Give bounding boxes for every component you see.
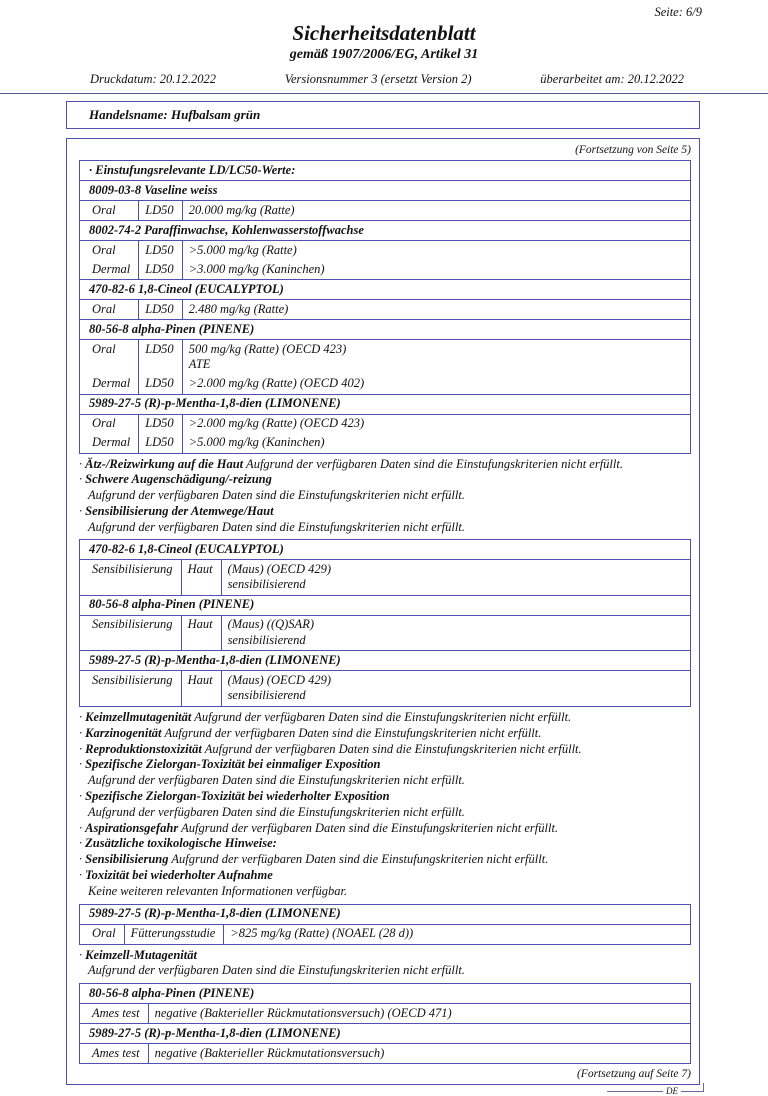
cell-line: LD50	[145, 202, 174, 217]
tox-data-row	[80, 1004, 691, 1024]
paragraph-block	[79, 457, 691, 536]
cell-line: >825 mg/kg (Ratte) (NOAEL (28 d))	[230, 926, 414, 941]
language-code: DE	[666, 1086, 678, 1096]
cell-line: Sensibilisierung	[92, 672, 173, 687]
table-cell	[80, 1044, 149, 1064]
table-cell	[181, 671, 221, 707]
table-cell	[80, 924, 125, 944]
cell-line: 20.000 mg/kg (Ratte)	[188, 202, 295, 217]
toxicology-table	[79, 160, 691, 454]
paragraph-label: Ätz-/Reizwirkung auf die Haut	[85, 456, 244, 471]
substance-header-row	[80, 984, 691, 1004]
substance-header: 470-82-6 1,8-Cineol (EUCALYPTOL)	[80, 540, 691, 560]
tox-data-row	[80, 671, 691, 707]
table-cell	[182, 201, 690, 221]
bullet: ·	[79, 472, 83, 487]
bullet: ·	[79, 503, 83, 518]
substance-header: 80-56-8 alpha-Pinen (PINENE)	[80, 595, 691, 615]
cell-line: Oral	[92, 242, 116, 257]
substance-header: 8002-74-2 Paraffinwachse, Kohlenwasserstoffwachse	[80, 221, 691, 241]
tox-data-row	[80, 615, 691, 651]
paragraph-label: Spezifische Zielorgan-Toxizität bei einmaliger Exposition	[85, 757, 381, 772]
cell-line: >5.000 mg/kg (Ratte)	[188, 242, 297, 257]
substance-header: 5989-27-5 (R)-p-Mentha-1,8-dien (LIMONENE)	[80, 1024, 691, 1044]
tox-data-row	[80, 924, 691, 944]
cell-line: LD50	[145, 376, 174, 390]
paragraph-text: Aufgrund der verfügbaren Daten sind die Einstufungskriterien nicht erfüllt.	[88, 773, 465, 788]
paragraph	[79, 757, 691, 773]
paragraph-label: Aspirationsgefahr	[85, 820, 179, 835]
bullet: ·	[79, 757, 83, 772]
paragraph-text: Keine weiteren relevanten Informationen verfügbar.	[88, 883, 348, 898]
revision-date: überarbeitet am: 20.12.2022	[540, 72, 684, 86]
table-cell	[139, 434, 182, 454]
cell-line: LD50	[145, 416, 174, 430]
substance-header: 5989-27-5 (R)-p-Mentha-1,8-dien (LIMONENE)	[80, 394, 691, 414]
paragraph-label: Schwere Augenschädigung/-reizung	[85, 472, 272, 487]
cell-line: (Maus) (OECD 429)	[227, 672, 332, 687]
tox-data-row	[80, 340, 691, 375]
paragraph-text: Aufgrund der verfügbaren Daten sind die Einstufungskriterien nicht erfüllt.	[191, 709, 572, 724]
tox-data-row	[80, 1044, 691, 1064]
table-cell	[80, 414, 139, 434]
table-cell	[148, 1004, 690, 1024]
document-title: Sicherheitsdatenblatt	[292, 21, 476, 45]
cell-line: Dermal	[92, 435, 131, 449]
table-cell	[80, 560, 182, 596]
substance-header-row	[80, 595, 691, 615]
paragraph	[79, 726, 691, 742]
substance-header: 80-56-8 alpha-Pinen (PINENE)	[80, 984, 691, 1004]
cell-line: negative (Bakterieller Rückmutationsversuch) (OECD 471)	[154, 1005, 452, 1020]
table-cell	[148, 1044, 690, 1064]
footer-rule-corner	[681, 1083, 704, 1092]
cell-line: Sensibilisierung	[92, 561, 173, 576]
cell-line: >3.000 mg/kg (Kaninchen)	[188, 261, 325, 276]
table-cell	[182, 241, 690, 261]
substance-header-row	[80, 1024, 691, 1044]
table-cell	[221, 560, 690, 596]
tox-data-row	[80, 375, 691, 395]
version-number: Versionsnummer 3 (ersetzt Version 2)	[284, 72, 472, 86]
table-cell	[80, 260, 139, 280]
paragraph-label: Toxizität bei wiederholter Aufnahme	[85, 867, 273, 882]
cell-line: ATE	[188, 357, 211, 371]
paragraph-text: Aufgrund der verfügbaren Daten sind die Einstufungskriterien nicht erfüllt.	[178, 820, 559, 835]
cell-line: negative (Bakterieller Rückmutationsversuch)	[154, 1045, 385, 1060]
paragraph-label: Keimzell-Mutagenität	[85, 947, 197, 962]
table-cell	[182, 340, 690, 375]
cell-line: Oral	[92, 301, 116, 316]
table-cell	[139, 375, 182, 395]
table-cell	[139, 300, 182, 320]
cell-line: Oral	[92, 926, 116, 941]
cell-line: Sensibilisierung	[92, 617, 173, 632]
bullet: ·	[79, 867, 83, 882]
tox-data-row	[80, 560, 691, 596]
paragraph-label: Keimzellmutagenität	[85, 709, 192, 724]
cell-line: LD50	[145, 242, 174, 257]
paragraph-text: Aufgrund der verfügbaren Daten sind die Einstufungskriterien nicht erfüllt.	[88, 963, 465, 978]
continuation-to-note: (Fortsetzung auf Seite 7)	[576, 1068, 691, 1081]
substance-header: · Einstufungsrelevante LD/LC50-Werte:	[80, 161, 691, 181]
trade-name-box	[66, 101, 700, 129]
toxicology-table	[79, 539, 691, 707]
cell-line: >2.000 mg/kg (Ratte) (OECD 423)	[188, 416, 365, 430]
tox-data-row	[80, 201, 691, 221]
paragraph	[79, 821, 691, 837]
table-cell	[124, 924, 224, 944]
cell-line: sensibilisierend	[227, 577, 306, 592]
meta-row	[90, 72, 684, 87]
substance-header-row	[80, 181, 691, 201]
cell-line: (Maus) (OECD 429)	[227, 561, 332, 576]
paragraph-text: Aufgrund der verfügbaren Daten sind die Einstufungskriterien nicht erfüllt.	[243, 456, 623, 471]
paragraph-label: Reproduktionstoxizität	[85, 741, 202, 756]
paragraph	[79, 789, 691, 805]
paragraph-label: Karzinogenität	[85, 725, 162, 740]
substance-header-row	[80, 161, 691, 181]
content-box	[66, 138, 700, 1085]
paragraph	[79, 457, 691, 473]
cell-line: LD50	[145, 261, 174, 276]
table-cell	[182, 375, 690, 395]
bullet: ·	[79, 709, 83, 724]
paragraph-text: Aufgrund der verfügbaren Daten sind die Einstufungskriterien nicht erfüllt.	[88, 804, 465, 819]
cell-line: Ames test	[92, 1045, 140, 1060]
cell-line: LD50	[145, 301, 174, 316]
bullet: ·	[79, 741, 83, 756]
substance-header: 5989-27-5 (R)-p-Mentha-1,8-dien (LIMONENE)	[80, 651, 691, 671]
table-cell	[182, 300, 690, 320]
table-cell	[80, 434, 139, 454]
paragraph	[79, 868, 691, 884]
cell-line: Haut	[187, 672, 213, 687]
table-cell	[80, 671, 182, 707]
substance-header: 80-56-8 alpha-Pinen (PINENE)	[80, 320, 691, 340]
trade-name: Handelsname: Hufbalsam grün	[89, 107, 261, 122]
sds-document-page	[0, 5, 768, 1096]
tox-data-row	[80, 241, 691, 261]
bullet: ·	[79, 947, 83, 962]
cell-line: 2.480 mg/kg (Ratte)	[188, 301, 289, 316]
paragraph-label: Spezifische Zielorgan-Toxizität bei wiederholter Exposition	[85, 788, 390, 803]
substance-header-row	[80, 651, 691, 671]
footer-rule-left	[607, 1091, 663, 1092]
bullet: ·	[79, 725, 83, 740]
table-cell	[139, 201, 182, 221]
bullet: ·	[79, 788, 83, 803]
paragraph-text: Aufgrund der verfügbaren Daten sind die Einstufungskriterien nicht erfüllt.	[201, 741, 582, 756]
substance-header-row	[80, 394, 691, 414]
bullet: ·	[79, 852, 83, 867]
cell-line: sensibilisierend	[227, 632, 306, 647]
table-cell	[139, 241, 182, 261]
paragraph-block	[79, 948, 691, 980]
print-date: Druckdatum: 20.12.2022	[90, 72, 217, 86]
table-cell	[80, 1004, 149, 1024]
table-cell	[139, 260, 182, 280]
table-cell	[80, 375, 139, 395]
cell-line: (Maus) ((Q)SAR)	[227, 617, 314, 632]
table-cell	[181, 560, 221, 596]
toxicology-content	[79, 160, 691, 1064]
table-cell	[139, 340, 182, 375]
paragraph-text: Aufgrund der verfügbaren Daten sind die Einstufungskriterien nicht erfüllt.	[88, 519, 465, 534]
cell-line: Haut	[187, 561, 213, 576]
substance-header-row	[80, 540, 691, 560]
paragraph	[79, 710, 691, 726]
table-cell	[224, 924, 691, 944]
paragraph	[79, 836, 691, 852]
table-cell	[221, 671, 690, 707]
paragraph-text: Aufgrund der verfügbaren Daten sind die Einstufungskriterien nicht erfüllt.	[88, 488, 465, 503]
table-cell	[182, 434, 690, 454]
table-cell	[182, 260, 690, 280]
paragraph-label: Sensibilisierung	[85, 852, 169, 867]
cell-line: Oral	[92, 341, 116, 356]
cell-line: 500 mg/kg (Ratte) (OECD 423)	[188, 341, 347, 356]
cell-line: Dermal	[92, 261, 131, 276]
cell-line: LD50	[145, 341, 174, 356]
cell-line: Oral	[92, 202, 116, 217]
table-cell	[221, 615, 690, 651]
table-cell	[80, 615, 182, 651]
paragraph	[79, 948, 691, 964]
cell-line: sensibilisierend	[227, 688, 306, 703]
cell-line: >2.000 mg/kg (Ratte) (OECD 402)	[188, 376, 365, 390]
table-cell	[139, 414, 182, 434]
paragraph-block	[79, 710, 691, 900]
paragraph	[79, 504, 691, 520]
cell-line: LD50	[145, 435, 174, 449]
tox-data-row	[80, 300, 691, 320]
header-rule	[0, 93, 768, 94]
paragraph-label: Zusätzliche toxikologische Hinweise:	[85, 836, 277, 851]
bullet: ·	[79, 820, 83, 835]
substance-header: 470-82-6 1,8-Cineol (EUCALYPTOL)	[80, 280, 691, 300]
toxicology-table	[79, 983, 691, 1064]
bullet: ·	[79, 456, 83, 471]
page-number: Seite: 6/9	[654, 5, 702, 19]
paragraph-label: Sensibilisierung der Atemwege/Haut	[85, 503, 274, 518]
cell-line: Ames test	[92, 1005, 140, 1020]
table-cell	[182, 414, 690, 434]
paragraph	[79, 742, 691, 758]
paragraph	[79, 472, 691, 488]
tox-data-row	[80, 260, 691, 280]
cell-line: >5.000 mg/kg (Kaninchen)	[188, 435, 325, 449]
substance-header-row	[80, 280, 691, 300]
substance-header-row	[80, 320, 691, 340]
tox-data-row	[80, 414, 691, 434]
paragraph-text: Aufgrund der verfügbaren Daten sind die Einstufungskriterien nicht erfüllt.	[161, 725, 542, 740]
table-cell	[80, 340, 139, 375]
substance-header: 5989-27-5 (R)-p-Mentha-1,8-dien (LIMONENE)	[80, 904, 691, 924]
bullet: ·	[79, 836, 83, 851]
paragraph-text: Aufgrund der verfügbaren Daten sind die Einstufungskriterien nicht erfüllt.	[168, 852, 549, 867]
cell-line: Dermal	[92, 376, 131, 390]
table-cell	[181, 615, 221, 651]
substance-header-row	[80, 904, 691, 924]
document-subtitle: gemäß 1907/2006/EG, Artikel 31	[289, 47, 479, 62]
cell-line: Fütterungsstudie	[130, 926, 216, 941]
toxicology-table	[79, 904, 691, 945]
cell-line: Oral	[92, 416, 116, 430]
table-cell	[80, 241, 139, 261]
continuation-from-note: (Fortsetzung von Seite 5)	[575, 144, 691, 156]
table-cell	[80, 201, 139, 221]
cell-line: Haut	[187, 617, 213, 632]
tox-data-row	[80, 434, 691, 454]
table-cell	[80, 300, 139, 320]
substance-header: 8009-03-8 Vaseline weiss	[80, 181, 691, 201]
substance-header-row	[80, 221, 691, 241]
paragraph	[79, 852, 691, 868]
